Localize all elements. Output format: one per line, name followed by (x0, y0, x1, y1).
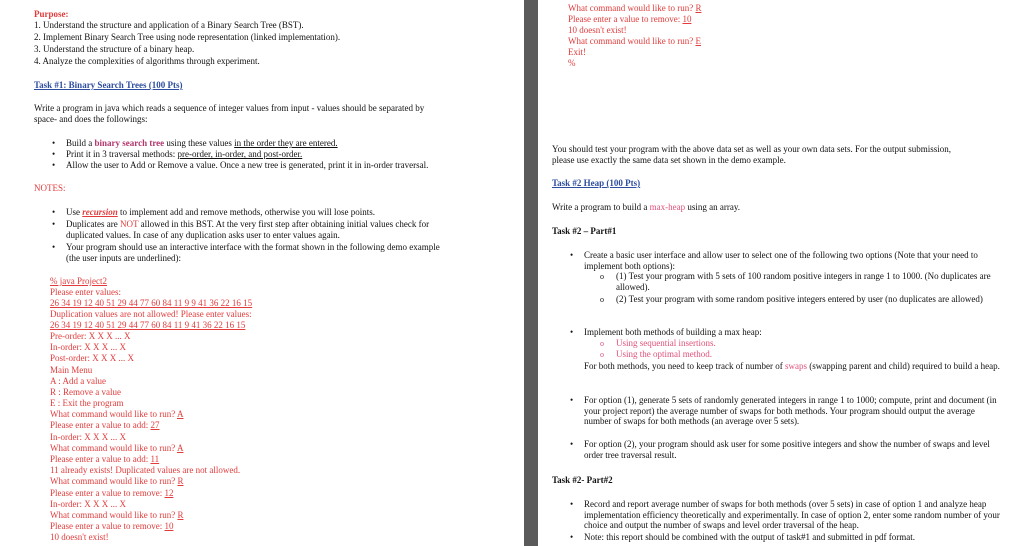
demo-line: 26 34 19 12 40 51 29 44 77 60 84 11 9 9 41 36 22 16 15 (50, 298, 253, 308)
demo-line: A : Add a value (50, 376, 106, 386)
bullet-dot: • (570, 250, 574, 260)
sub-bullet-circle: o (600, 295, 604, 304)
demo-line: 10 doesn't exist! (568, 25, 627, 35)
task1-intro-line: space- and does the followings: (34, 114, 148, 124)
demo-line: Please enter a value to add: 11 (50, 454, 160, 464)
demo-line: Please enter values: (50, 287, 121, 297)
note-recursion: Use recursion to implement add and remove methods, otherwise you will lose points. (66, 207, 375, 217)
demo-line: Pre-order: X X X ... X (50, 331, 131, 341)
test-instructions: You should test your program with the above data set as well as your own data sets. For the output submission, (552, 144, 952, 154)
demo-line: What command would like to run? R (50, 510, 184, 520)
test-instructions-cont: please use exactly the same data set shown in the demo example. (552, 155, 786, 165)
demo-line: Main Menu (50, 365, 93, 375)
bullet-dot: • (52, 160, 56, 170)
demo-line: What command would like to run? R (50, 476, 184, 486)
task2-title: Task #2 Heap (100 Pts) (552, 178, 641, 188)
part1-bullet-interface: Create a basic user interface and allow user to select one of the following two options (Note that your need to implement both options): (584, 250, 978, 271)
demo-line: Exit! (568, 47, 586, 57)
method-sequential: Using sequential insertions. (616, 338, 716, 348)
demo-line: What command would like to run? A (50, 443, 184, 453)
purpose-item: 4. Analyze the complexities of algorithms through experiment. (34, 56, 260, 66)
sub-bullet-circle: o (600, 272, 604, 281)
bullet-dot: • (570, 532, 574, 542)
demo-line: In-order: X X X ... X (50, 342, 126, 352)
demo-line: Please enter a value to remove: 12 (50, 488, 174, 498)
part2-bullet-report: Record and report average number of swaps for both methods (over 5 sets) in case of option 1 and analyze heap implementation efficiency theoretically and experimentally. In case of option 2, enter some random number of your choice and output the number of swaps and level order traversal of the heap. (584, 499, 1000, 530)
bullet-dot: • (570, 327, 574, 337)
demo-line: 10 doesn't exist! (50, 532, 109, 542)
note-duplicates: Duplicates are NOT allowed in this BST. At the very first step after obtaining initial values check for (66, 219, 430, 229)
page-divider (524, 0, 538, 546)
part1-bullet-option2: For option (2), your program should ask user for some positive integers and show the number of swaps and level order tree traversal result. (584, 439, 990, 460)
demo-line: % java Project2 (50, 276, 107, 286)
part2-bullet-note: Note: this report should be combined with the output of task#1 and submitted in pdf format. (584, 532, 915, 542)
demo-line: % (568, 58, 576, 68)
demo-line: Please enter a value to remove: 10 (50, 521, 174, 531)
demo-line: 11 already exists! Duplicated values are not allowed. (50, 465, 241, 475)
task1-intro-line: Write a program in java which reads a sequence of integer values from input - values should be separated by (34, 103, 425, 113)
demo-line: Post-order: X X X ... X (50, 353, 134, 363)
bullet-dot: • (52, 207, 56, 217)
demo-line: R : Remove a value (50, 387, 121, 397)
part1-option1: (1) Test your program with 5 sets of 100 random positive integers in range 1 to 1000. (No duplicates are allowed). (616, 271, 991, 292)
demo-line: E : Exit the program (50, 398, 124, 408)
sub-bullet-circle: o (600, 350, 604, 359)
bullet-dot: • (52, 138, 56, 148)
demo-line: In-order: X X X ... X (50, 432, 126, 442)
task1-bullet-build: Build a binary search tree using these values in the order they are entered. (66, 138, 338, 148)
method-optimal: Using the optimal method. (616, 349, 712, 359)
purpose-item: 3. Understand the structure of a binary heap. (34, 44, 195, 54)
demo-line: Please enter a value to add: 27 (50, 420, 160, 430)
purpose-item: 2. Implement Binary Search Tree using node representation (linked implementation). (34, 32, 341, 42)
demo-line: What command would like to run? E (568, 36, 701, 46)
note-duplicates-cont: duplicated values. In case of any duplication asks user to enter values again. (66, 230, 340, 240)
right-page (538, 0, 1024, 546)
demo-line: What command would like to run? R (568, 3, 702, 13)
demo-line: 26 34 19 12 40 51 29 44 77 60 84 11 9 41 36 22 16 15 (50, 320, 246, 330)
bullet-dot: • (52, 149, 56, 159)
bullet-dot: • (570, 395, 574, 405)
demo-line: What command would like to run? A (50, 409, 184, 419)
task1-title: Task #1: Binary Search Trees (100 Pts) (34, 80, 183, 90)
bullet-dot: • (52, 219, 56, 229)
note-interactive: Your program should use an interactive interface with the format shown in the following demo example (66, 242, 440, 252)
bullet-dot: • (570, 499, 574, 509)
part1-bullet-methods: Implement both methods of building a max heap: (584, 327, 762, 337)
bullet-dot: • (52, 242, 56, 252)
sub-bullet-circle: o (600, 339, 604, 348)
purpose-item: 1. Understand the structure and application of a Binary Search Tree (BST). (34, 20, 304, 30)
demo-line: In-order: X X X ... X (50, 499, 126, 509)
demo-line: Duplication values are not allowed! Please enter values: (50, 309, 252, 319)
task1-bullet-print: Print it in 3 traversal methods: pre-order, in-order, and post-order. (66, 149, 303, 159)
purpose-heading: Purpose: (34, 9, 69, 19)
part1-heading: Task #2 – Part#1 (552, 226, 617, 236)
demo-line: Please enter a value to remove: 10 (568, 14, 692, 24)
part1-bullet-option1: For option (1), generate 5 sets of randomly generated integers in range 1 to 1000; compute, print and document (in your project report) the average number of swaps for both methods. Your program should output the average number of swaps for both methods (an average over 5 sets). (584, 395, 997, 426)
note-interactive-cont: (the user inputs are underlined): (66, 253, 181, 263)
part1-option2: (2) Test your program with some random positive integers entered by user (no duplicates are allowed) (616, 294, 983, 304)
notes-heading: NOTES: (34, 183, 66, 193)
part2-heading: Task #2- Part#2 (552, 475, 613, 485)
swaps-note: For both methods, you need to keep track of number of swaps (swapping parent and child) required to build a heap. (584, 361, 1000, 371)
bullet-dot: • (570, 439, 574, 449)
task2-intro: Write a program to build a max-heap using an array. (552, 202, 740, 212)
task1-bullet-addremove: Allow the user to Add or Remove a value. Once a new tree is generated, print it in in-order traversal. (66, 160, 429, 170)
